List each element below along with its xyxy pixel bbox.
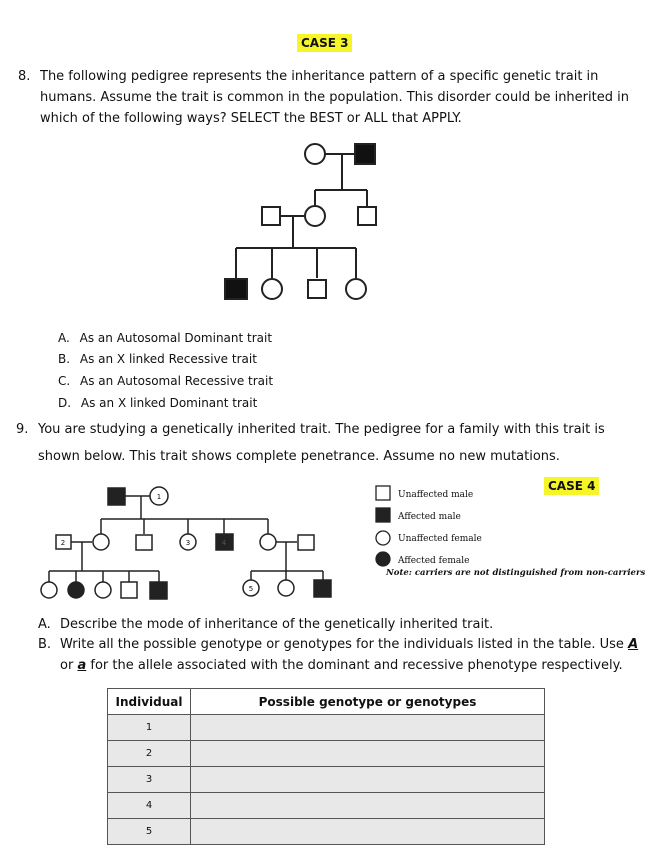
case4-gen3-female-2 — [95, 582, 111, 598]
q8-option-a-letter: A. — [58, 331, 70, 345]
header-genotype: Possible genotype or genotypes — [191, 689, 545, 715]
genotype-answer-cell[interactable] — [191, 767, 545, 793]
legend-unaffected-male: Unaffected male — [398, 490, 474, 500]
legend-unaffected-female: Unaffected female — [398, 534, 482, 544]
genotype-answer-cell[interactable] — [191, 715, 545, 741]
case3-gen3-male — [308, 280, 326, 298]
case4-pedigree — [40, 485, 350, 605]
header-individual: Individual — [108, 689, 191, 715]
legend-affected-male: Affected male — [398, 512, 461, 522]
q9-number: 9. — [16, 422, 29, 437]
table-row — [108, 819, 545, 845]
q9-part-b-letter: B. — [38, 637, 52, 652]
table-individual-cell: 5 — [108, 819, 191, 845]
case4-gen1-affected-male — [108, 488, 125, 505]
case4-gen3-affected-male-1 — [150, 582, 167, 599]
case3-gen2-male — [358, 207, 376, 225]
case4-gen2-female-2 — [260, 534, 276, 550]
q8-option-a-text: As an Autosomal Dominant trait — [79, 331, 273, 345]
case3-gen2-male-spouse — [262, 207, 280, 225]
case4-gen2-male — [136, 535, 152, 550]
case4-number-1: 1 — [156, 493, 162, 501]
case4-number-2: 2 — [60, 539, 66, 547]
case3-gen3-affected-male — [225, 279, 247, 299]
allele-dominant: A — [628, 637, 639, 652]
table-individual-cell: 2 — [108, 741, 191, 767]
case4-gen2-male-spouse — [298, 535, 314, 550]
case4-gen3-affected-male-2 — [314, 580, 331, 597]
genotype-answer-cell[interactable] — [191, 741, 545, 767]
case4-gen3-male — [121, 582, 137, 598]
legend-affected-female-icon — [376, 552, 390, 566]
q8-option-c-letter: C. — [58, 374, 71, 388]
allele-recessive: a — [77, 658, 87, 673]
table-row — [108, 741, 545, 767]
q8-option-b-letter: B. — [58, 352, 71, 366]
table-header-row — [108, 689, 545, 715]
table-row — [108, 767, 545, 793]
case3-gen3-female-2 — [346, 279, 366, 299]
genotype-answer-cell[interactable] — [191, 819, 545, 845]
case4-legend-symbols — [373, 484, 393, 574]
case4-label: CASE 4 — [544, 477, 599, 495]
case4-number-4: 4 — [221, 539, 227, 547]
q8-option-d[interactable] — [58, 396, 257, 410]
q8-option-b-text: As an X linked Recessive trait — [79, 352, 257, 366]
q8-option-d-text: As an X linked Dominant trait — [80, 396, 258, 410]
q9-part-b-text-3: for the allele associated with the dominant and recessive phenotype respectively. — [90, 658, 623, 673]
legend-note: Note: carriers are not distinguished from non-carriers — [386, 568, 646, 578]
case3-pedigree — [215, 138, 385, 308]
q9-text: You are studying a genetically inherited trait. The pedigree for a family with this trait is shown below. This trait shows complete penetrance. Assume no new mutations. — [38, 422, 605, 464]
legend-affected-male-icon — [376, 508, 390, 522]
q9-part-b-text-2: or — [60, 658, 74, 673]
case4-gen3-affected-female — [68, 582, 84, 598]
genotype-answer-cell[interactable] — [191, 793, 545, 819]
q8-option-b[interactable] — [58, 352, 257, 366]
case3-gen3-female-1 — [262, 279, 282, 299]
q8-option-c-text: As an Autosomal Recessive trait — [80, 374, 274, 388]
q8-option-d-letter: D. — [58, 396, 72, 410]
table-row — [108, 715, 545, 741]
case3-gen1-male — [355, 144, 375, 164]
table-row — [108, 793, 545, 819]
q9-part-a-text: Describe the mode of inheritance of the genetically inherited trait. — [60, 617, 494, 632]
q9-part-b-text — [60, 634, 645, 676]
case4-gen3-female-1 — [41, 582, 57, 598]
legend-unaffected-female-icon — [376, 531, 390, 545]
q9-part-b-text-1: Write all the possible genotype or genotypes for the individuals listed in the table. Use — [60, 637, 624, 652]
case4-number-5: 5 — [248, 585, 254, 593]
q8-number: 8. — [18, 69, 31, 84]
case3-gen1-female — [305, 144, 325, 164]
legend-unaffected-male-icon — [376, 486, 390, 500]
q8-text: The following pedigree represents the inheritance pattern of a specific genetic trait in humans. Assume the trait is common in the population. This disorder could be inherited in which of the following ways? SELECT the BEST or ALL that APPLY. — [40, 69, 629, 126]
case4-gen3-female-3 — [278, 580, 294, 596]
q8-option-c[interactable] — [58, 374, 273, 388]
q8-option-a[interactable] — [58, 331, 272, 345]
case4-gen2-female-1 — [93, 534, 109, 550]
case4-number-3: 3 — [185, 539, 191, 547]
case3-gen2-female — [305, 206, 325, 226]
table-individual-cell: 4 — [108, 793, 191, 819]
table-individual-cell: 3 — [108, 767, 191, 793]
case3-label: CASE 3 — [297, 34, 352, 52]
q9-part-a-letter: A. — [38, 617, 51, 632]
legend-affected-female: Affected female — [398, 556, 470, 566]
genotype-table — [107, 688, 545, 845]
table-individual-cell: 1 — [108, 715, 191, 741]
